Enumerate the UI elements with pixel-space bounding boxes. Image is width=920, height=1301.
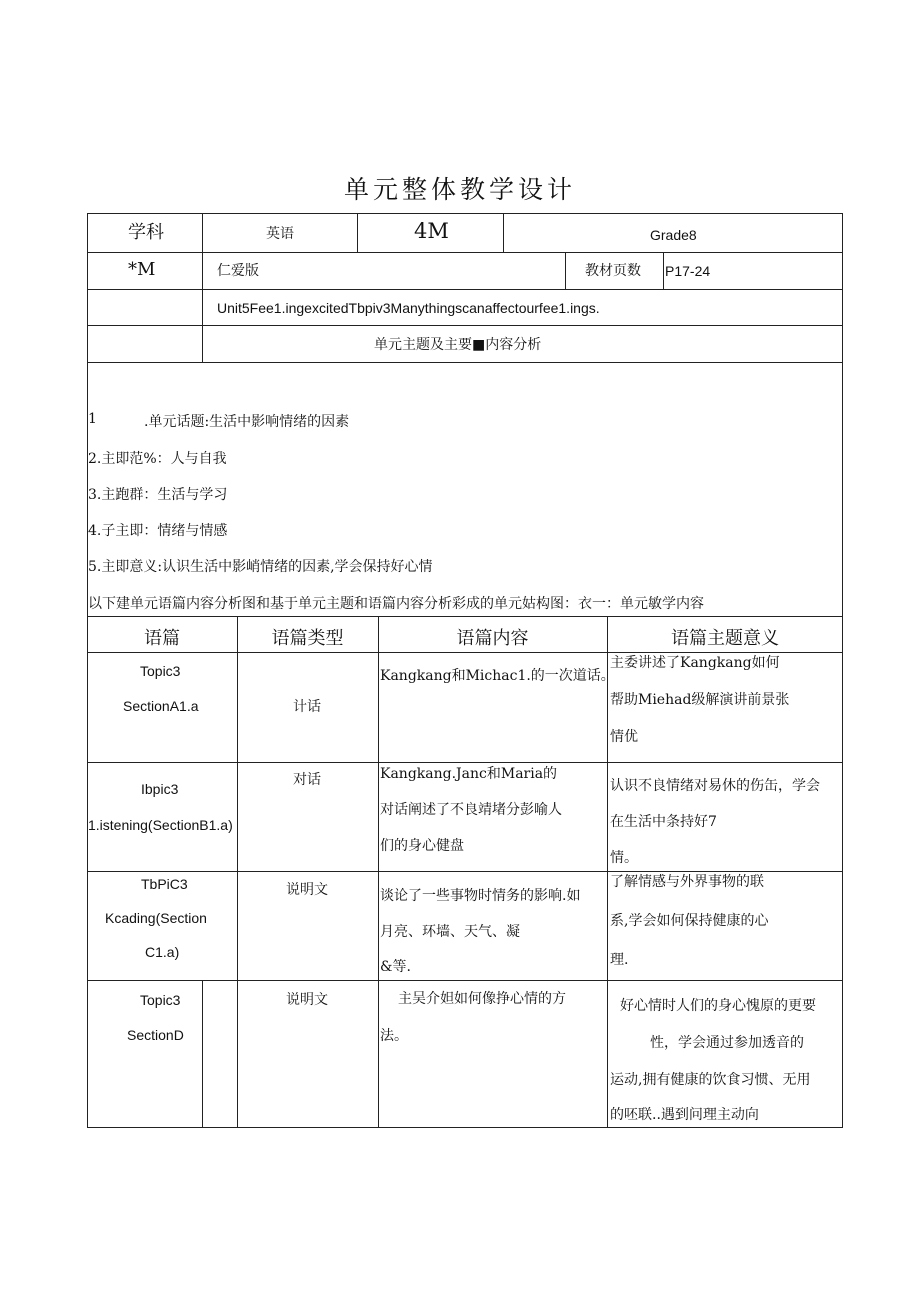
passage-meaning: 系,学会如何保持健康的心 [610, 913, 769, 929]
analysis-item-2: 2.主即范%：人与自我 [88, 451, 227, 467]
pages-label: 教材页数 [585, 263, 641, 279]
passage-content: 主吴介妲如何像挣心情的方 [398, 991, 566, 1007]
passage-line: Topic3 [140, 992, 181, 1008]
row-divider [87, 289, 843, 290]
passage-content: Kangkang和Michac1.的一次道话。 [380, 668, 615, 684]
passage-type: 计话 [293, 699, 321, 715]
passage-line: C1.a) [145, 944, 180, 960]
passage-content: 们的身心健盘 [380, 838, 464, 854]
row-divider [87, 871, 843, 872]
passage-meaning: 主委讲述了Kangkang如何 [610, 655, 780, 671]
pages-value: P17-24 [665, 263, 711, 279]
passage-meaning: 性，学会通过参加透音的 [650, 1035, 804, 1051]
passage-meaning: 在生活中条持好7 [610, 814, 717, 830]
passage-type: 说明文 [286, 882, 328, 898]
header-type: 语篇类型 [271, 628, 344, 649]
row-divider [87, 362, 843, 363]
row-divider [87, 980, 843, 981]
passage-meaning: 情。 [610, 850, 638, 866]
passage-line: Ibpic3 [141, 781, 179, 797]
passage-line: 1.istening(SectionB1.a) [88, 817, 233, 833]
col-divider [237, 616, 238, 1128]
passage-content: 法。 [380, 1028, 408, 1044]
col-divider [378, 616, 379, 1128]
passage-meaning: 了解情感与外界事物的联 [610, 874, 764, 890]
header-content: 语篇内容 [456, 628, 529, 649]
passage-type: 说明文 [286, 992, 328, 1008]
analysis-item-number: 1 [88, 411, 97, 427]
row-divider [87, 616, 843, 617]
edition-value: 仁爱版 [217, 263, 259, 279]
passage-meaning: 认识不良情绪对易休的伤缶，学会 [610, 778, 820, 794]
row-divider [87, 325, 843, 326]
passage-content: Kangkang.Janc和Maria的 [380, 766, 558, 782]
passage-line: Topic3 [140, 663, 181, 679]
row-divider [87, 762, 843, 763]
col-divider [565, 252, 566, 289]
col-divider [663, 252, 664, 289]
col-divider [357, 213, 358, 252]
grade-label: 4M [414, 219, 449, 243]
row-divider [87, 652, 843, 653]
analysis-item-3: 3.主跑群：生活与学习 [88, 487, 228, 503]
analysis-item-4: 4.子主即：情绪与情感 [88, 523, 228, 539]
passage-meaning: 理. [610, 952, 629, 968]
page-title: 单元整体教学设计 [343, 175, 576, 204]
passage-meaning: 运动,拥有健康的饮食习惯、无用 [610, 1072, 811, 1088]
passage-content: 对话阐述了不良靖堵分彭喻人 [380, 802, 562, 818]
row-divider [87, 252, 843, 253]
col-divider [202, 980, 203, 1128]
passage-meaning: 情优 [610, 729, 638, 745]
header-passage: 语篇 [144, 628, 180, 649]
passage-content: &等. [380, 959, 411, 975]
unit-title: Unit5Fee1.ingexcitedTbpiv3Manythingscanaffectourfee1.ings. [217, 300, 600, 316]
passage-type: 对话 [293, 772, 321, 788]
col-divider [607, 616, 608, 1128]
col-divider [202, 213, 203, 362]
col-divider [503, 213, 504, 252]
analysis-item-5: 5.主即意义:认识生活中影峭情绪的因素,学会保持好心情 [88, 559, 433, 575]
passage-meaning: 帮助Miehad级解演讲前景张 [610, 692, 790, 708]
edition-label: *M [128, 259, 156, 280]
header-meaning: 语篇主题意义 [671, 628, 779, 649]
subject-value: 英语 [266, 226, 294, 242]
passage-meaning: 好心情时人们的身心愧原的更要 [620, 998, 816, 1014]
section-header: 单元主题及主要■内容分析 [374, 337, 542, 353]
passage-meaning: 的呸联..遇到问理主动向 [610, 1107, 759, 1123]
table-intro: 以下建单元语篇内容分析图和基于单元主题和语篇内容分析彩成的单元姑构图：衣一：单元敏学内容 [88, 596, 704, 612]
passage-line: SectionA1.a [123, 698, 199, 714]
passage-content: 谈论了一些事物时情务的影响.如 [380, 888, 581, 904]
passage-content: 月亮、环墙、天气、凝 [380, 924, 520, 940]
passage-line: SectionD [127, 1027, 184, 1043]
analysis-item-text: .单元话题:生活中影响情绪的因素 [144, 414, 350, 430]
grade-value: Grade8 [650, 227, 697, 243]
passage-line: TbPiC3 [141, 876, 188, 892]
passage-line: Kcading(Section [105, 910, 207, 926]
subject-label: 学科 [128, 222, 164, 243]
analysis-item-1 [88, 411, 350, 430]
